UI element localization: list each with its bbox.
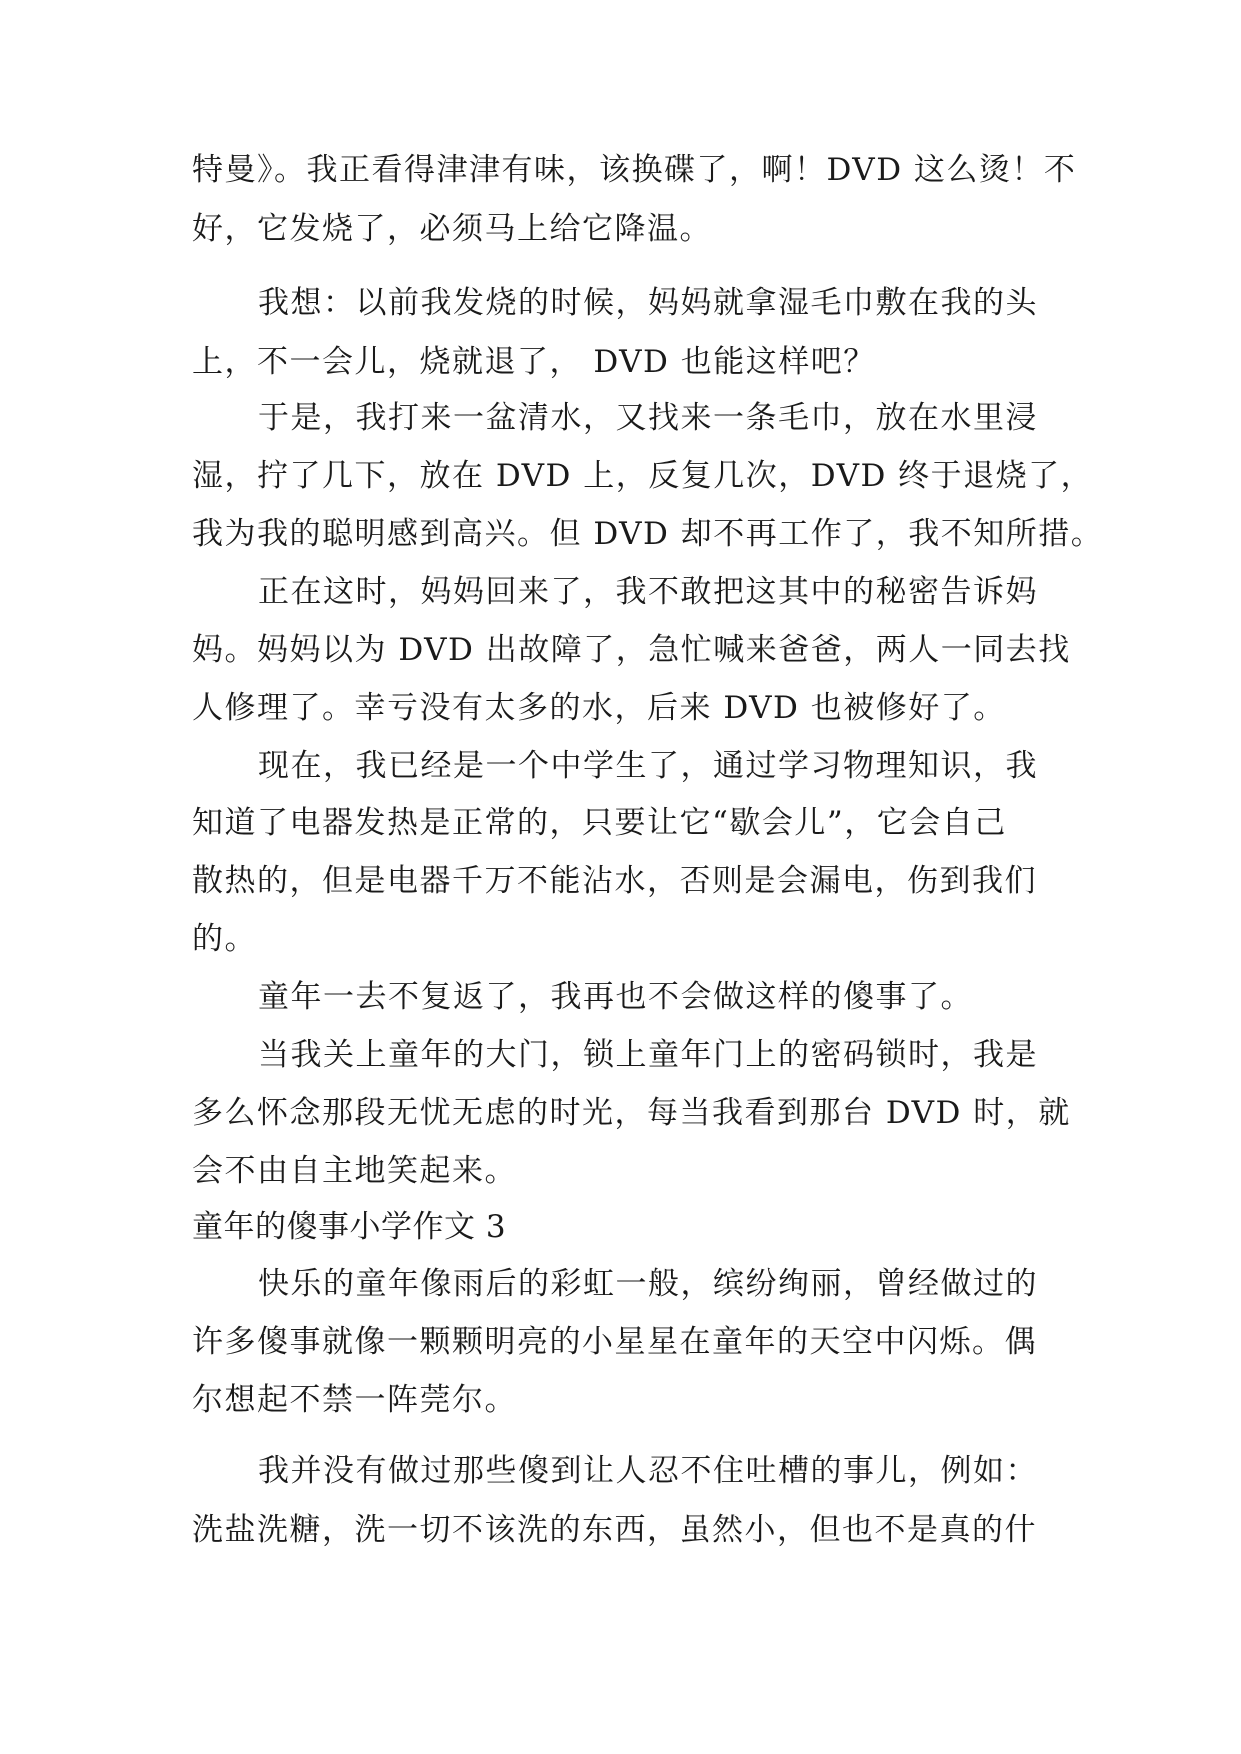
section-heading: 童年的傻事小学作文 3 — [192, 1209, 507, 1245]
text-line: 洗盐洗糖，洗一切不该洗的东西，虽然小，但也不是真的什 — [192, 1512, 1037, 1548]
text-line: 我为我的聪明感到高兴。但 DVD 却不再工作了，我不知所措。 — [192, 516, 1104, 552]
text-line: 的。 — [192, 921, 257, 957]
text-line: 知道了电器发热是正常的，只要让它“歇会儿”，它会自己 — [192, 805, 1007, 841]
paragraph-start-line: 现在，我已经是一个中学生了，通过学习物理知识，我 — [258, 748, 1038, 784]
paragraph-start-line: 童年一去不复返了，我再也不会做这样的傻事了。 — [258, 979, 973, 1015]
text-line: 多么怀念那段无忧无虑的时光，每当我看到那台 DVD 时，就 — [192, 1095, 1071, 1131]
paragraph-start-line: 正在这时，妈妈回来了，我不敢把这其中的秘密告诉妈 — [258, 574, 1038, 610]
text-line: 人修理了。幸亏没有太多的水，后来 DVD 也被修好了。 — [192, 690, 1006, 726]
paragraph-start-line: 我想：以前我发烧的时候，妈妈就拿湿毛巾敷在我的头 — [258, 285, 1038, 321]
paragraph-start-line: 当我关上童年的大门，锁上童年门上的密码锁时，我是 — [258, 1037, 1038, 1073]
paragraph-start-line: 快乐的童年像雨后的彩虹一般，缤纷绚丽，曾经做过的 — [258, 1266, 1038, 1302]
paragraph-start-line: 我并没有做过那些傻到让人忍不住吐槽的事儿，例如： — [258, 1453, 1038, 1489]
text-line: 许多傻事就像一颗颗明亮的小星星在童年的天空中闪烁。偶 — [192, 1324, 1037, 1360]
text-line: 尔想起不禁一阵莞尔。 — [192, 1382, 517, 1418]
text-line: 妈。妈妈以为 DVD 出故障了，急忙喊来爸爸，两人一同去找 — [192, 632, 1071, 668]
text-line: 特曼》。我正看得津津有味，该换碟了，啊！DVD 这么烫！不 — [192, 152, 1077, 188]
text-line: 会不由自主地笑起来。 — [192, 1153, 517, 1189]
text-line: 湿，拧了几下，放在 DVD 上，反复几次，DVD 终于退烧了， — [192, 458, 1094, 494]
text-line: 散热的，但是电器千万不能沾水，否则是会漏电，伤到我们 — [192, 863, 1037, 899]
text-line: 上，不一会儿，烧就退了， DVD 也能这样吧？ — [192, 344, 876, 380]
paragraph-start-line: 于是，我打来一盆清水，又找来一条毛巾，放在水里浸 — [258, 400, 1038, 436]
text-line: 好，它发烧了，必须马上给它降温。 — [192, 211, 712, 247]
